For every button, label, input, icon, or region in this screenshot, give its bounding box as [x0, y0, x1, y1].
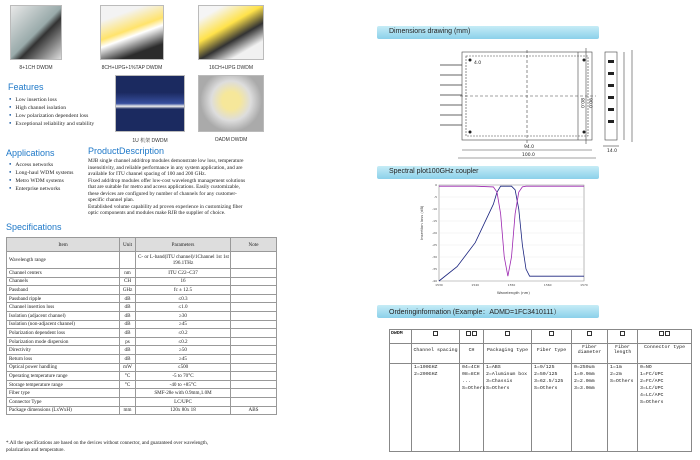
specifications-table: [6, 237, 277, 415]
list-item: 2=200GHZ: [414, 371, 438, 377]
y-tick-label: -15: [432, 219, 437, 223]
series-line-pass: [439, 186, 584, 281]
y-tick-label: -35: [432, 267, 437, 271]
table-row: Wavelength range C- or L-band(ITU channel)/1Channel 1st 1st 196.1THz: [7, 252, 277, 269]
y-axis-label: Insertion loss (dB): [419, 205, 424, 240]
list-item: 1=0.9mm: [574, 371, 595, 377]
photo-8ch-dwdm: [10, 5, 62, 60]
photo-caption: 8CH+UPG+1%TAP DWDM: [101, 65, 163, 71]
table-row: Package dimensions (LxWxH) mm 120x 80x 18 ABS: [7, 406, 277, 415]
table-row: Channel insertion loss dB ≤1.0: [7, 303, 277, 312]
option-box: [460, 330, 484, 344]
order-options: [484, 364, 532, 452]
x-tick-label: 1560: [543, 283, 552, 287]
table-row: Isolation (non-adjacent channel) dB ≥45: [7, 320, 277, 329]
photo-oadm-dwdm: [198, 75, 264, 132]
series-line-reflect: [439, 186, 584, 276]
order-options: [412, 364, 460, 452]
list-item: 0=NO: [640, 365, 652, 370]
spectral-chart: [415, 180, 590, 298]
option-box: [532, 330, 572, 344]
list-item: ● Metro WDM systems: [9, 177, 73, 185]
table-row: Isolation (adjacent channel) dB ≥30: [7, 311, 277, 320]
y-tick-label: 0: [435, 183, 437, 187]
option-box: [638, 330, 692, 344]
table-row: Channels CH 16: [7, 277, 277, 286]
x-tick-label: 1530: [435, 283, 443, 287]
list-item: ● Low polarization dependent loss: [9, 112, 94, 120]
list-item: 0=250um: [574, 365, 595, 370]
list-item: S=Others: [610, 378, 634, 384]
table-row: Fiber type SMF-28e with 0.9mm,1.0M: [7, 389, 277, 398]
spectral-banner: Spectral plot100GHz coupler: [377, 166, 599, 179]
table-header: Connector type: [638, 344, 692, 364]
table-header: Fiber length: [608, 344, 638, 364]
table-row: Return loss dB ≥45: [7, 354, 277, 363]
table-header: Fiber diameter: [572, 344, 608, 364]
x-axis-label: Wavelength (nm): [497, 290, 530, 295]
list-item: 2=2.0mm: [574, 378, 595, 384]
list-item: 4=LC/APC: [640, 392, 664, 398]
applications-title: Applications: [6, 148, 55, 158]
list-item: ● Long-haul WDM systems: [9, 169, 73, 177]
list-item: ● High channel isolation: [9, 104, 94, 112]
table-header: Item: [7, 238, 120, 252]
y-tick-label: -5: [434, 195, 437, 199]
photo-caption: 8+1CH DWDM: [19, 65, 53, 71]
features-list: [9, 96, 94, 128]
y-tick-label: -30: [432, 255, 437, 259]
table-row: Directivity dB ≥50: [7, 346, 277, 355]
list-item: 1=100GHZ: [414, 365, 438, 370]
table-row: Connector Type LC/UPC: [7, 397, 277, 406]
specifications-title: Specifications: [6, 222, 62, 232]
table-row: Channel centers nm ITU C22~C37: [7, 269, 277, 278]
y-tick-label: -10: [432, 207, 437, 211]
table-row: Polarization mode dispersion ps ≤0.2: [7, 337, 277, 346]
list-item: 2=50/125: [534, 371, 558, 377]
list-item: 2=FC/APC: [640, 378, 664, 384]
table-header: Channel spacing: [412, 344, 460, 364]
order-options: [638, 364, 692, 452]
dim-width: 94.0: [524, 145, 535, 150]
order-options: [608, 364, 638, 452]
table-header: CH: [460, 344, 484, 364]
list-item: 08=8CH: [462, 371, 480, 377]
list-item: 3=3.0mm: [574, 385, 595, 391]
list-item: S=Others: [462, 385, 486, 391]
x-tick-label: 1570: [580, 283, 588, 287]
table-row: Passband GHz fc ± 12.5: [7, 286, 277, 295]
table-row: Passband ripple dB ≤0.3: [7, 294, 277, 303]
order-options: [460, 364, 484, 452]
dim-height-outer: 90.0: [587, 98, 592, 109]
specs-footnote: *.All the specifications are based on the devices without connector, and guaranteed over wavelength, polarization and temperature.: [6, 441, 208, 453]
dim-hole: 4.0: [474, 61, 482, 66]
list-item: 3=Chassis: [486, 378, 513, 384]
table-row: Operating temperature range °C -5 to 70°C: [7, 372, 277, 381]
list-item: 3=62.5/125: [534, 378, 564, 384]
list-item: ● Exceptional reliability and stability: [9, 120, 94, 128]
list-item: 04=4CH: [462, 365, 480, 370]
table-row: Polarization dependent loss dB ≤0.2: [7, 329, 277, 338]
applications-list: [9, 161, 73, 193]
dimensions-banner: Dimensions drawing (mm): [377, 26, 599, 39]
list-item: S=Others: [640, 399, 664, 405]
list-item: ● Enterprise networks: [9, 185, 73, 193]
photo-caption: OADM DWDM: [214, 137, 248, 143]
list-item: 1=1m: [610, 365, 622, 370]
table-row: Storage temperature range °C -40 to +85°C: [7, 380, 277, 389]
option-box: [608, 330, 638, 344]
y-tick-label: -25: [432, 243, 437, 247]
list-item: ● Low insertion loss: [9, 96, 94, 104]
photo-16ch-upg-dwdm: [198, 5, 264, 60]
list-item: 3=LC/UPC: [640, 385, 664, 391]
option-box: [484, 330, 532, 344]
table-header: Packaging type: [484, 344, 532, 364]
order-options: [572, 364, 608, 452]
photo-caption: 16CH+UPG DWDM: [208, 65, 254, 71]
photo-8ch-upg-dwdm: [100, 5, 164, 60]
list-item: ...: [462, 378, 471, 384]
y-tick-label: -40: [432, 279, 437, 283]
list-item: 2=Aluminum box: [486, 371, 528, 377]
dim-width-outer: 100.0: [522, 153, 535, 158]
product-description-title: ProductDescription: [88, 146, 165, 156]
order-options: [532, 364, 572, 452]
dim-depth: 14.0: [607, 149, 618, 154]
list-item: ● Access networks: [9, 161, 73, 169]
option-box: [412, 330, 460, 344]
list-item: 1=9/125: [534, 365, 555, 370]
features-title: Features: [8, 82, 44, 92]
table-row: Optical power handling mW ≤500: [7, 363, 277, 372]
table-header: Note: [231, 238, 277, 252]
table-header: Fiber type: [532, 344, 572, 364]
photo-caption: 1U 机架 DWDM: [132, 138, 168, 144]
x-tick-label: 1550: [507, 283, 516, 287]
dimensions-drawing: [400, 40, 640, 165]
ordering-banner: Orderinginformation (Example：ADMD=1FC3410111）: [377, 305, 599, 318]
table-header: Unit: [120, 238, 136, 252]
list-item: 2=2m: [610, 371, 622, 377]
dim-height: 80.0: [579, 98, 584, 109]
photo-1u-rack-dwdm: [115, 75, 185, 132]
table-header: Parameters: [136, 238, 231, 252]
product-description: MJB single channel add/drop modules demonstrate low loss, temperature insensitivity, and reliable performance in any system application, and are available for ITU channel spacing of 100 and 200 GHz. Fixed add/drop modules offer low-cost wavelength management solutions that are suitable for metro and access applications. Easily customizable, these devices are configured by number of channels for any customer- specific channel plan. Established volume capability ad proven experience in customizing fiber optic components and modules make RJB the supplier of choice.: [88, 158, 246, 216]
list-item: S=Others: [486, 385, 510, 391]
list-item: 1=ABS: [486, 365, 501, 370]
ordering-table: [389, 329, 692, 452]
option-box: [572, 330, 608, 344]
list-item: 1=FC/UPC: [640, 371, 664, 377]
order-code: DWDM: [390, 330, 412, 344]
x-tick-label: 1540: [471, 283, 480, 287]
y-tick-label: -20: [432, 231, 437, 235]
list-item: S=Others: [534, 385, 558, 391]
